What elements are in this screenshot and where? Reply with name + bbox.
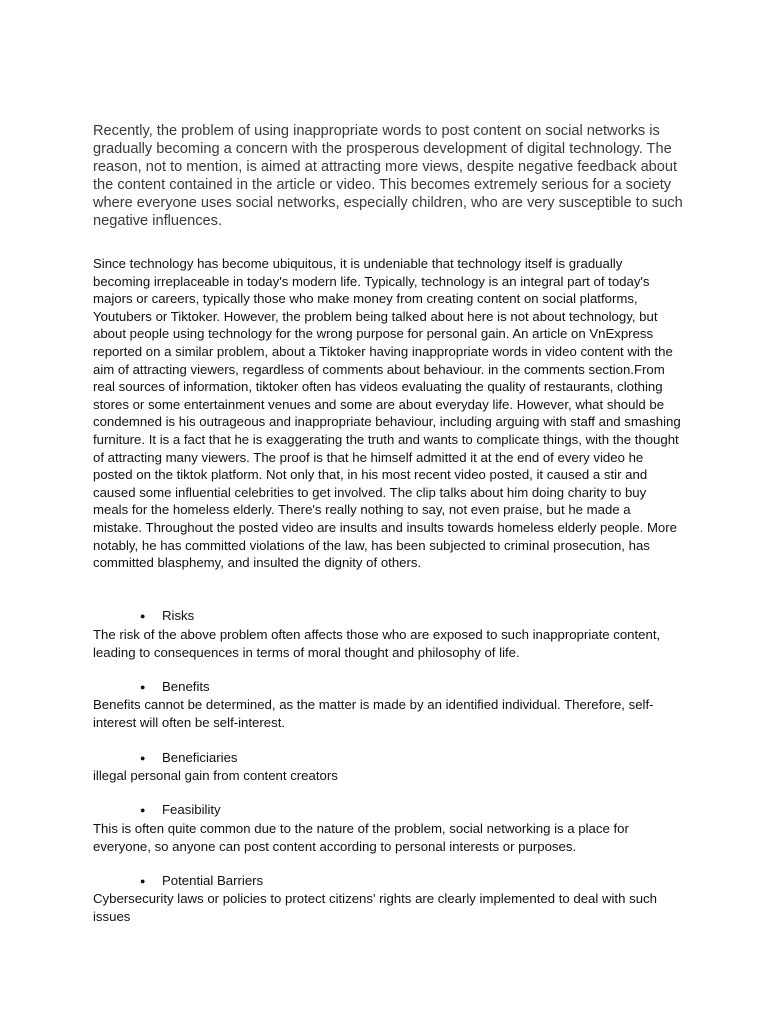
section-body-feasibility: This is often quite common due to the nature of the problem, social networking is a place for everyone, so anyone can post content according to personal interests or purposes.	[93, 821, 629, 854]
section-body-potential-barriers: Cybersecurity laws or policies to protect citizens' rights are clearly implemented to deal with such issues	[93, 891, 657, 924]
bullet-icon: ●	[140, 876, 146, 886]
section-heading-risks	[140, 607, 194, 625]
section-body-benefits: Benefits cannot be determined, as the matter is made by an identified individual. Therefore, self-interest will often be self-interest.	[93, 697, 654, 730]
section-heading-label: Potential Barriers	[162, 873, 264, 888]
section-heading-feasibility	[140, 801, 221, 819]
section-body-risks: The risk of the above problem often affects those who are exposed to such inappropriate content, leading to consequences in terms of moral thought and philosophy of life.	[93, 627, 661, 660]
bullet-icon: ●	[140, 682, 146, 692]
section-heading-potential-barriers	[140, 872, 263, 890]
section-heading-benefits	[140, 678, 210, 696]
bullet-icon: ●	[140, 753, 146, 763]
bullet-icon: ●	[140, 611, 146, 621]
section-heading-label: Feasibility	[162, 802, 221, 817]
intro-paragraph: Recently, the problem of using inappropriate words to post content on social networks is gradually becoming a concern with the prosperous development of digital technology. The reason, not to mention, is aimed at attracting more views, despite negative feedback about the content contained in the article or video. This becomes extremely serious for a society where everyone uses social networks, especially children, who are very susceptible to such negative influences.	[93, 123, 683, 230]
body-paragraph: Since technology has become ubiquitous, it is undeniable that technology itself is gradually becoming irreplaceable in today's modern life. Typically, technology is an integral part of today's majors or careers, typically those who make money from creating content on social platforms, Youtubers or Tiktoker. However, the problem being talked about here is not about technology, but about people using technology for the wrong purpose for personal gain. An article on VnExpress reported on a similar problem, about a Tiktoker having inappropriate words in video content with the aim of attracting viewers, regardless of comments about behaviour. in the comments section.From real sources of information, tiktoker often has videos evaluating the quality of restaurants, clothing stores or some entertainment venues and some are about everyday life. However, what should be condemned is his outrageous and inappropriate behaviour, including arguing with staff and smashing furniture. It is a fact that he is exaggerating the truth and wants to complicate things, with the thought of attracting many viewers. The proof is that he himself admitted it at the end of every video he posted on the tiktok platform. Not only that, in his most recent video posted, it caused a stir and caused some influential celebrities to get involved. The clip talks about him doing charity to buy meals for the homeless elderly. There's really nothing to say, not even praise, but he made a mistake. Throughout the posted video are insults and insults towards homeless elderly people. More notably, he has committed violations of the law, has been subjected to criminal prosecution, has committed blasphemy, and insulted the dignity of others.	[93, 256, 681, 571]
section-heading-label: Risks	[162, 608, 195, 623]
section-heading-label: Beneficiaries	[162, 750, 238, 765]
section-body-beneficiaries: illegal personal gain from content creators	[93, 768, 338, 783]
section-heading-beneficiaries	[140, 749, 238, 767]
bullet-icon: ●	[140, 805, 146, 815]
section-heading-label: Benefits	[162, 679, 210, 694]
